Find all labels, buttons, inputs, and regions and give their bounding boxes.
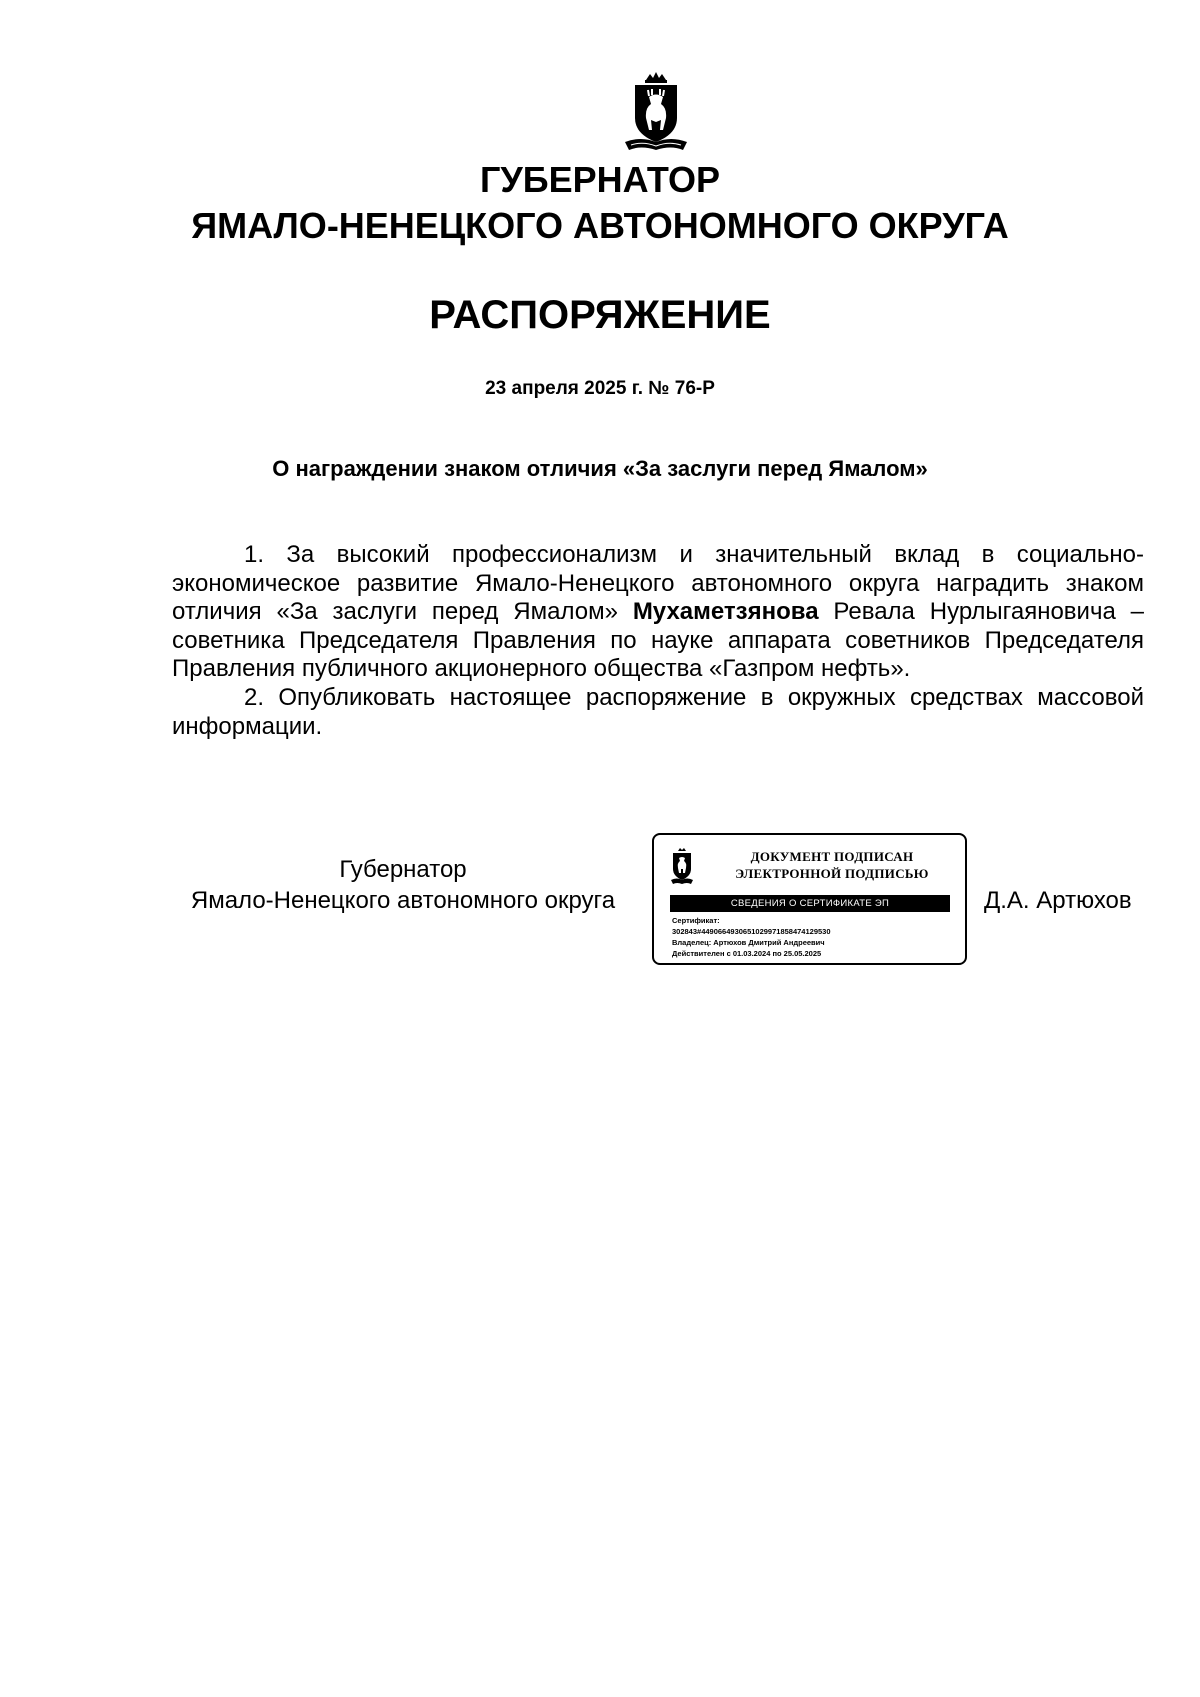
document-type: РАСПОРЯЖЕНИЕ [429, 293, 771, 337]
paragraph-1-text-before: 1. За высокий профессионализм и значительный вклад в социально-экономическое развитие Ямало-Ненецкого автономного округа наградить знаком отличия «За заслуги перед Ямалом» [172, 541, 1144, 626]
stamp-certificate-value: 302843#4490664930651029971858474129530 [672, 927, 831, 936]
signatory-name: Д.А. Артюхов [984, 887, 1132, 914]
stamp-title-line1: ДОКУМЕНТ ПОДПИСАН [750, 849, 914, 864]
signatory-position-line1: Губернатор [339, 856, 467, 883]
paragraph-2: 2. Опубликовать настоящее распоряжение в окружных средствах массовой информации. [172, 683, 1144, 740]
stamp-validity: Действителен с 01.03.2024 по 25.05.2025 [672, 949, 822, 958]
signatory-position [160, 854, 646, 916]
issuer-title-line2: ЯМАЛО-НЕНЕЦКОГО АВТОНОМНОГО ОКРУГА [191, 205, 1009, 246]
stamp-title-line2: ЭЛЕКТРОННОЙ ПОДПИСЬЮ [735, 866, 929, 881]
stamp-owner: Владелец: Артюхов Дмитрий Андреевич [672, 938, 825, 947]
electronic-signature-stamp [652, 833, 967, 965]
awardee-surname: Мухаметзянова [632, 598, 819, 626]
document-body [172, 541, 1144, 741]
paragraph-1 [172, 541, 1144, 684]
stamp-certificate-label: Сертификат: [672, 916, 720, 925]
stamp-coat-of-arms-icon [670, 847, 694, 885]
stamp-certificate-bar: СВЕДЕНИЯ О СЕРТИФИКАТЕ ЭП [670, 895, 950, 912]
yanao-coat-of-arms-icon [621, 70, 691, 154]
document-subject: О награждении знаком отличия «За заслуги перед Ямалом» [272, 456, 928, 481]
paragraph-1-text-after: Ревала Нурлыгаяновича – советника Председателя Правления по науке аппарата советников Председателя Правления публичного акционерного общества «Газпром нефть». [172, 598, 1145, 683]
document-date-number: 23 апреля 2025 г. № 76-Р [485, 378, 715, 399]
issuer-title-line1: ГУБЕРНАТОР [479, 159, 720, 200]
signatory-position-line2: Ямало-Ненецкого автономного округа [190, 887, 616, 914]
